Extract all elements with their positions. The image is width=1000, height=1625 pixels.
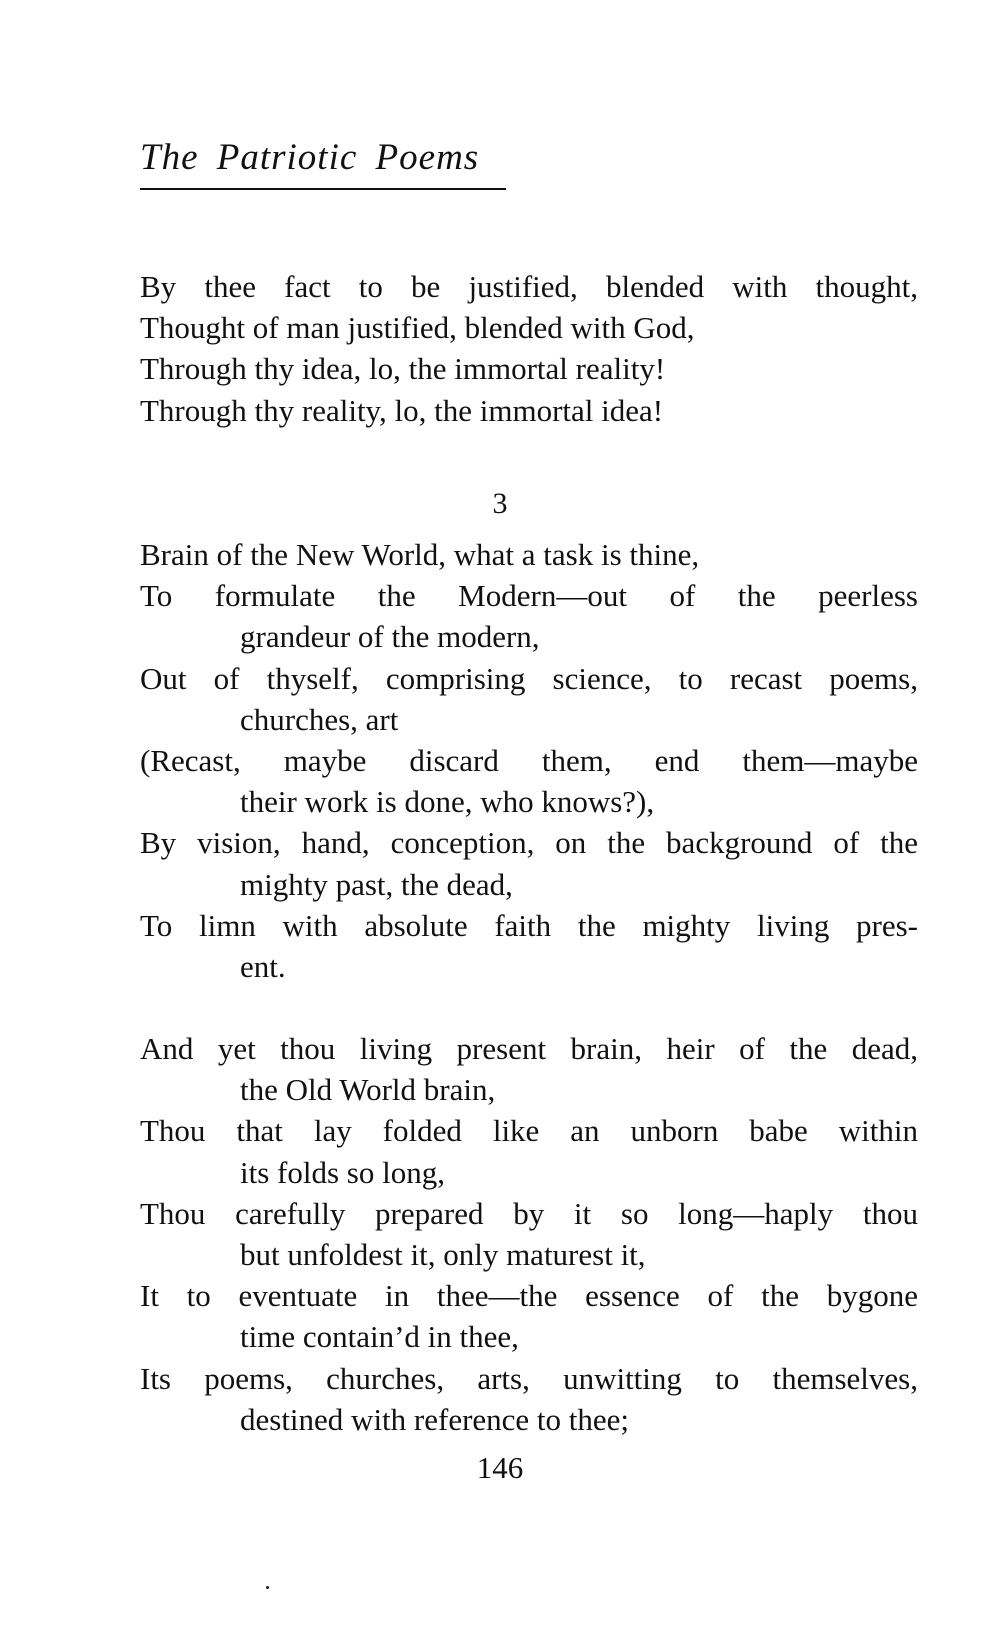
verse-line: mighty past, the dead, <box>240 866 513 902</box>
verse-line: their work is done, who knows?), <box>240 784 655 820</box>
scan-speck <box>266 1586 269 1589</box>
verse-line: Its poems, churches, arts, unwitting to themselves, <box>140 1360 918 1396</box>
verse-line: Out of thyself, comprising science, to recast poems, <box>140 660 918 696</box>
verse-line: destined with reference to thee; <box>240 1401 630 1437</box>
verse-line: Through thy idea, lo, the immortal reality! <box>140 351 666 387</box>
verse-line: Thou carefully prepared by it so long—haply thou <box>140 1195 918 1231</box>
verse-line: the Old World brain, <box>240 1072 496 1108</box>
verse-line: churches, art <box>240 701 399 737</box>
verse-line: (Recast, maybe discard them, end them—maybe <box>140 743 918 779</box>
stanza-1 <box>140 266 918 431</box>
stanza-2 <box>140 534 918 987</box>
stanza-3 <box>140 1028 918 1440</box>
header-rule <box>140 188 506 190</box>
page-number: 146 <box>476 1450 524 1485</box>
verse-line: its folds so long, <box>240 1154 445 1190</box>
verse-line: time contain’d in thee, <box>240 1319 519 1355</box>
verse-line: To limn with absolute faith the mighty living pres- <box>140 907 918 943</box>
verse-line: ent. <box>240 949 286 985</box>
verse-line: but unfoldest it, only maturest it, <box>240 1237 646 1273</box>
verse-line: And yet thou living present brain, heir of the dead, <box>140 1031 918 1066</box>
verse-line: To formulate the Modern—out of the peerless <box>140 578 918 614</box>
section-number: 3 <box>492 487 508 520</box>
verse-line: grandeur of the modern, <box>240 619 540 655</box>
verse-line: Brain of the New World, what a task is thine, <box>140 537 700 572</box>
verse-line: By thee fact to be justified, blended with thought, <box>140 269 918 304</box>
verse-line: Thought of man justified, blended with God, <box>140 310 695 346</box>
verse-line: Thou that lay folded like an unborn babe within <box>140 1113 918 1149</box>
running-head-title: The Patriotic Poems <box>140 137 480 178</box>
verse-line: Through thy reality, lo, the immortal idea! <box>140 392 664 428</box>
verse-line: It to eventuate in thee—the essence of the bygone <box>140 1278 918 1314</box>
verse-line: By vision, hand, conception, on the background of the <box>140 825 918 861</box>
